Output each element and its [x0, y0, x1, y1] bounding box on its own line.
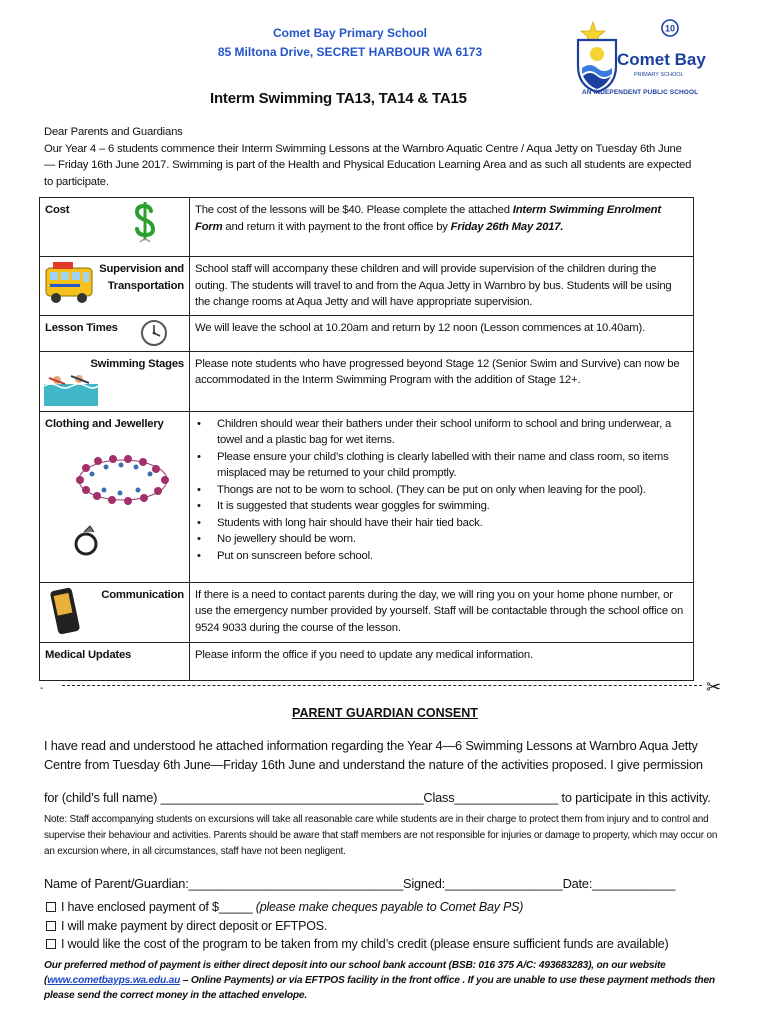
clothing-label: Clothing and Jewellery: [45, 417, 164, 430]
dollar-sign-icon: [132, 201, 158, 245]
cost-label-cell: [40, 198, 190, 257]
child-name-field[interactable]: for (child’s full name) ______________________________________Class_______________ to participate in this activity.: [44, 790, 711, 805]
list-item: • Please ensure your child’s clothing is clearly labelled with their name and class room, so items misplaced may be returned to your child promptly.: [195, 449, 688, 482]
swimmers-icon: [43, 370, 99, 408]
clothing-label-cell: [40, 411, 190, 582]
school-logo: [570, 18, 706, 98]
lesson-times-label: Lesson Times: [45, 321, 118, 334]
consent-statement: I have read and understood he attached information regarding the Year 4—6 Swimming Lessons at Warnbro Aqua Jetty Centre from Tuesday 6th June—Friday 16th June and understand the nature of the activities proposed. I give permission: [44, 738, 703, 772]
stages-text: Please note students who have progressed beyond Stage 12 (Senior Swim and Survive) can now be accommodated in the Interm Swimming Program with the addition of Stage 12+.: [190, 351, 694, 411]
logo-number: 10: [664, 23, 676, 34]
list-item: • Put on sunscreen before school.: [195, 548, 688, 565]
scissors-icon: ✂: [706, 677, 722, 697]
liability-note: Note: Staff accompanying students on excursions will take all reasonable care while students are in their charge to protect them from injury and to control and supervise their behaviour and activities. Parents should be aware that staff members are not responsible for injuries or damage to property, which may occur on an excursion where, in all circumstances, staff have not been negligent.: [44, 814, 718, 857]
medical-text: Please inform the office if you need to update any medical information.: [190, 642, 694, 680]
payment-footer-note: [44, 958, 724, 1003]
payment-options: [46, 898, 736, 954]
communication-label-cell: [40, 582, 190, 642]
footer-text: Our preferred method of payment is either direct deposit into our school bank account (BSB: 016 375 A/C: 493683283), on our website (: [44, 960, 666, 986]
supervision-text: School staff will accompany these children and will provide supervision of the children during the outing. The students will travel to and from the Aqua Jetty in Warnbro by bus. Students will be using the change rooms at Aqua Jetty and will have appropriate supervision.: [190, 257, 694, 316]
supervision-label-line1: Supervision and: [99, 263, 184, 275]
cost-text-cont: and return it with payment to the front office by: [222, 220, 451, 233]
payment-option-cheque[interactable]: [46, 898, 736, 917]
school-website-link[interactable]: www.cometbayps.wa.edu.au: [47, 975, 181, 986]
logo-tagline: AN INDEPENDENT PUBLIC SCHOOL: [582, 89, 699, 96]
mobile-phone-icon: [48, 587, 84, 637]
communication-label: Communication: [101, 588, 184, 601]
payment-option-credit[interactable]: [46, 935, 736, 954]
row-cost: [40, 198, 694, 257]
medical-label: Medical Updates: [40, 642, 190, 680]
row-swimming-stages: [40, 351, 694, 411]
greeting: Dear Parents and Guardians: [44, 126, 183, 138]
row-lesson-times: [40, 315, 694, 351]
footer-text-cont: – Online Payments) or via EFTPOS facility in the front office . If you are unable to use these payment methods then please send the correct money in the attached envelope.: [44, 975, 715, 1001]
row-clothing: [40, 411, 694, 582]
row-supervision: [40, 257, 694, 316]
lesson-times-label-cell: [40, 315, 190, 351]
lesson-times-text: We will leave the school at 10.20am and return by 12 noon (Lesson commences at 10.40am).: [190, 315, 694, 351]
payment-option-label: I would like the cost of the program to be taken from my child’s credit (please ensure sufficient funds are available): [61, 937, 669, 951]
checkbox[interactable]: [46, 902, 56, 912]
stages-label-cell: [40, 351, 190, 411]
logo-subtext: PRIMARY SCHOOL: [634, 72, 684, 78]
supervision-label-line2: Transportation: [107, 279, 184, 292]
cut-line: [62, 685, 702, 686]
school-name: Comet Bay Primary School: [272, 26, 428, 40]
cost-text: The cost of the lessons will be $40. Please complete the attached: [195, 204, 513, 216]
information-table: [39, 197, 694, 681]
cost-deadline: Friday 26th May 2017.: [450, 220, 564, 233]
row-medical: [40, 642, 694, 680]
intro-letter: [44, 124, 694, 190]
signature-fields[interactable]: Name of Parent/Guardian:_______________________________Signed:_________________Date:____________: [44, 876, 676, 891]
checkbox[interactable]: [46, 939, 56, 949]
jewellery-icon: [68, 440, 180, 560]
cut-line-start: -: [40, 683, 44, 694]
list-item: • No jewellery should be worn.: [195, 531, 688, 548]
communication-text: If there is a need to contact parents during the day, we will ring you on your home phone number, or use the emergency number provided by yourself. Staff will be contactable through the school office on 9524 9033 during the course of the lesson.: [190, 582, 694, 642]
payment-option-label: I have enclosed payment of $_____: [61, 900, 256, 914]
supervision-label-cell: [40, 257, 190, 316]
list-item: • It is suggested that students wear goggles for swimming.: [195, 498, 688, 515]
enrolment-form-name: Interm Swimming Enrolment Form: [195, 204, 661, 233]
school-bus-icon: [43, 260, 97, 306]
list-item: • Students with long hair should have their hair tied back.: [195, 515, 688, 532]
checkbox[interactable]: [46, 921, 56, 931]
clock-icon: [140, 319, 168, 347]
logo-wordmark: Comet Bay: [617, 50, 706, 69]
payment-option-label: I will make payment by direct deposit or EFTPOS.: [61, 918, 328, 933]
consent-title: PARENT GUARDIAN CONSENT: [292, 706, 478, 720]
clothing-list-cell: [190, 411, 694, 582]
cost-label: Cost: [45, 204, 70, 216]
list-item: • Thongs are not to be worn to school. (They can be put on only when leaving for the pool).: [195, 482, 688, 499]
cost-text-cell: [190, 198, 694, 257]
payment-option-eftpos[interactable]: [46, 917, 736, 936]
row-communication: [40, 582, 694, 642]
list-item: • Children should wear their bathers under their school uniform to school and bring underwear, a towel and a plastic bag for wet items.: [195, 416, 688, 449]
stages-label: Swimming Stages: [90, 357, 184, 370]
school-address: 85 Miltona Drive, SECRET HARBOUR WA 6173: [217, 45, 483, 59]
document-title: Interm Swimming TA13, TA14 & TA15: [210, 90, 467, 107]
clothing-list: [195, 416, 688, 565]
cheque-instruction: (please make cheques payable to Comet Bay PS): [255, 900, 524, 914]
intro-body: Our Year 4 – 6 students commence their Interm Swimming Lessons at the Warnbro Aquatic Centre / Aqua Jetty on Tuesday 6th June — Friday 16th June 2017. Swimming is part of the Health and Physical Education Learning Area and as such all students are expected to participate.: [44, 142, 692, 188]
